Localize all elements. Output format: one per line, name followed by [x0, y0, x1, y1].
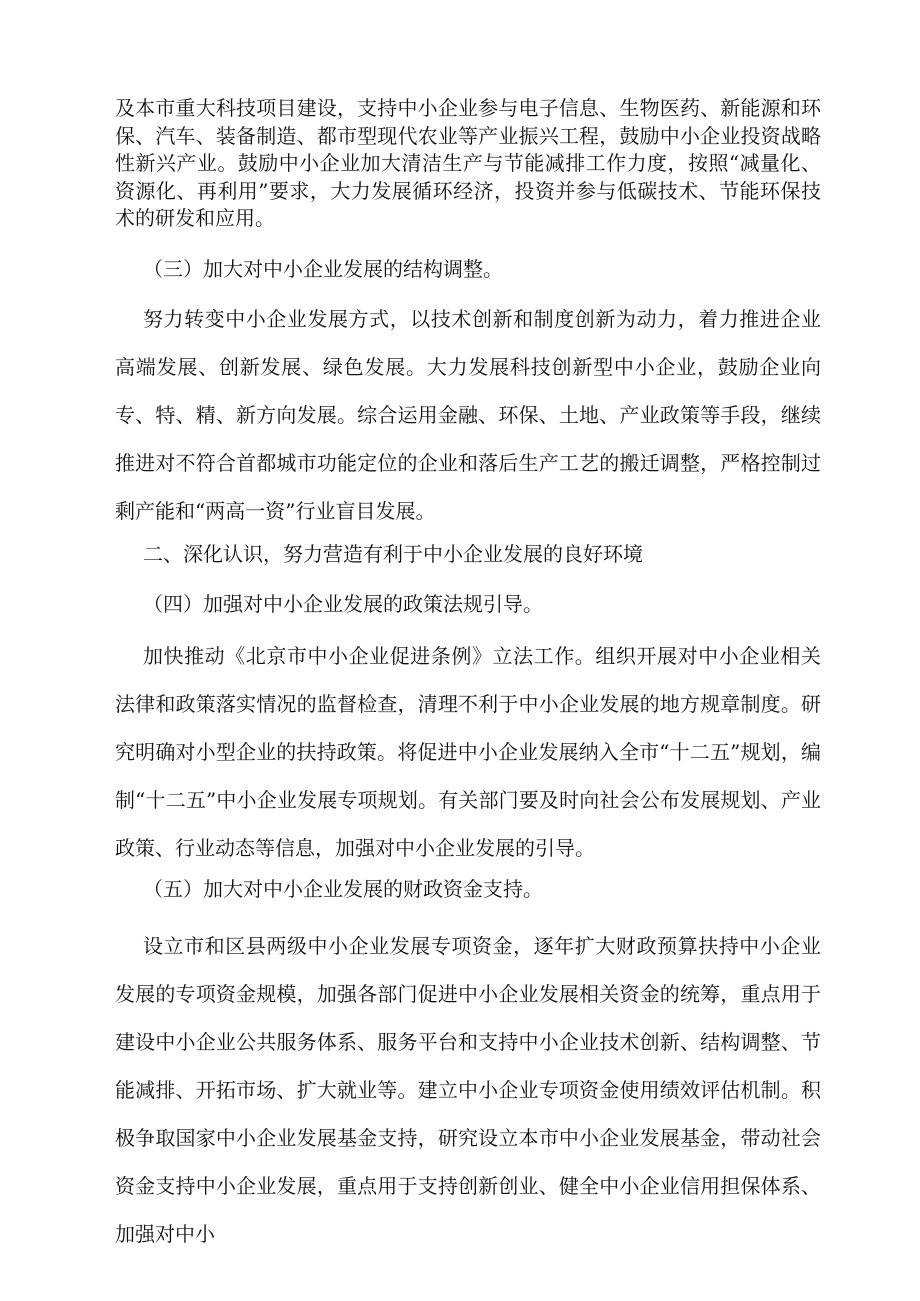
continuation-paragraph: 及本市重大科技项目建设，支持中小企业参与电子信息、生物医药、新能源和环保、汽车、装备制造、都市型现代农业等产业振兴工程，鼓励中小企业投资战略性新兴产业。鼓励中小企业加大清洁生产与节能减排工作力度，按照“减量化、资源化、再利用”要求，大力发展循环经济，投资并参与低碳技术、节能环保技术的研发和应用。: [115, 96, 821, 230]
heading-5: （五）加大对中小企业发展的财政资金支持。: [143, 877, 543, 901]
paragraph-4: 加快推动《北京市中小企业促进条例》立法工作。组织开展对中小企业相关法律和政策落实情况的监督检查，清理不利于中小企业发展的地方规章制度。研究明确对小型企业的扶持政策。将促进中小企业发展纳入全市“十二五”规划，编制“十二五”中小企业发展专项规划。有关部门要及时向社会公布发展规划、产业政策、行业动态等信息，加强对中小企业发展的引导。: [115, 644, 821, 860]
paragraph-5: 设立市和区县两级中小企业发展专项资金，逐年扩大财政预算扶持中小企业发展的专项资金规模，加强各部门促进中小企业发展相关资金的统筹，重点用于建设中小企业公共服务体系、服务平台和支持中小企业技术创新、结构调整、节能减排、开拓市场、扩大就业等。建立中小企业专项资金使用绩效评估机制。积极争取国家中小企业发展基金支持，研究设立本市中小企业发展基金，带动社会资金支持中小企业发展，重点用于支持创新创业、健全中小企业信用担保体系、加强对中小: [115, 934, 821, 1246]
heading-3: （三）加大对中小企业发展的结构调整。: [143, 257, 503, 281]
section-2-heading: 二、深化认识，努力营造有利于中小企业发展的良好环境: [143, 542, 643, 566]
heading-4: （四）加强对中小企业发展的政策法规引导。: [143, 592, 543, 616]
paragraph-3: 努力转变中小企业发展方式，以技术创新和制度创新为动力，着力推进企业高端发展、创新发展、绿色发展。大力发展科技创新型中小企业，鼓励企业向专、特、精、新方向发展。综合运用金融、环保、土地、产业政策等手段，继续推进对不符合首都城市功能定位的企业和落后生产工艺的搬迁调整，严格控制过剩产能和“两高一资”行业盲目发展。: [115, 307, 821, 523]
